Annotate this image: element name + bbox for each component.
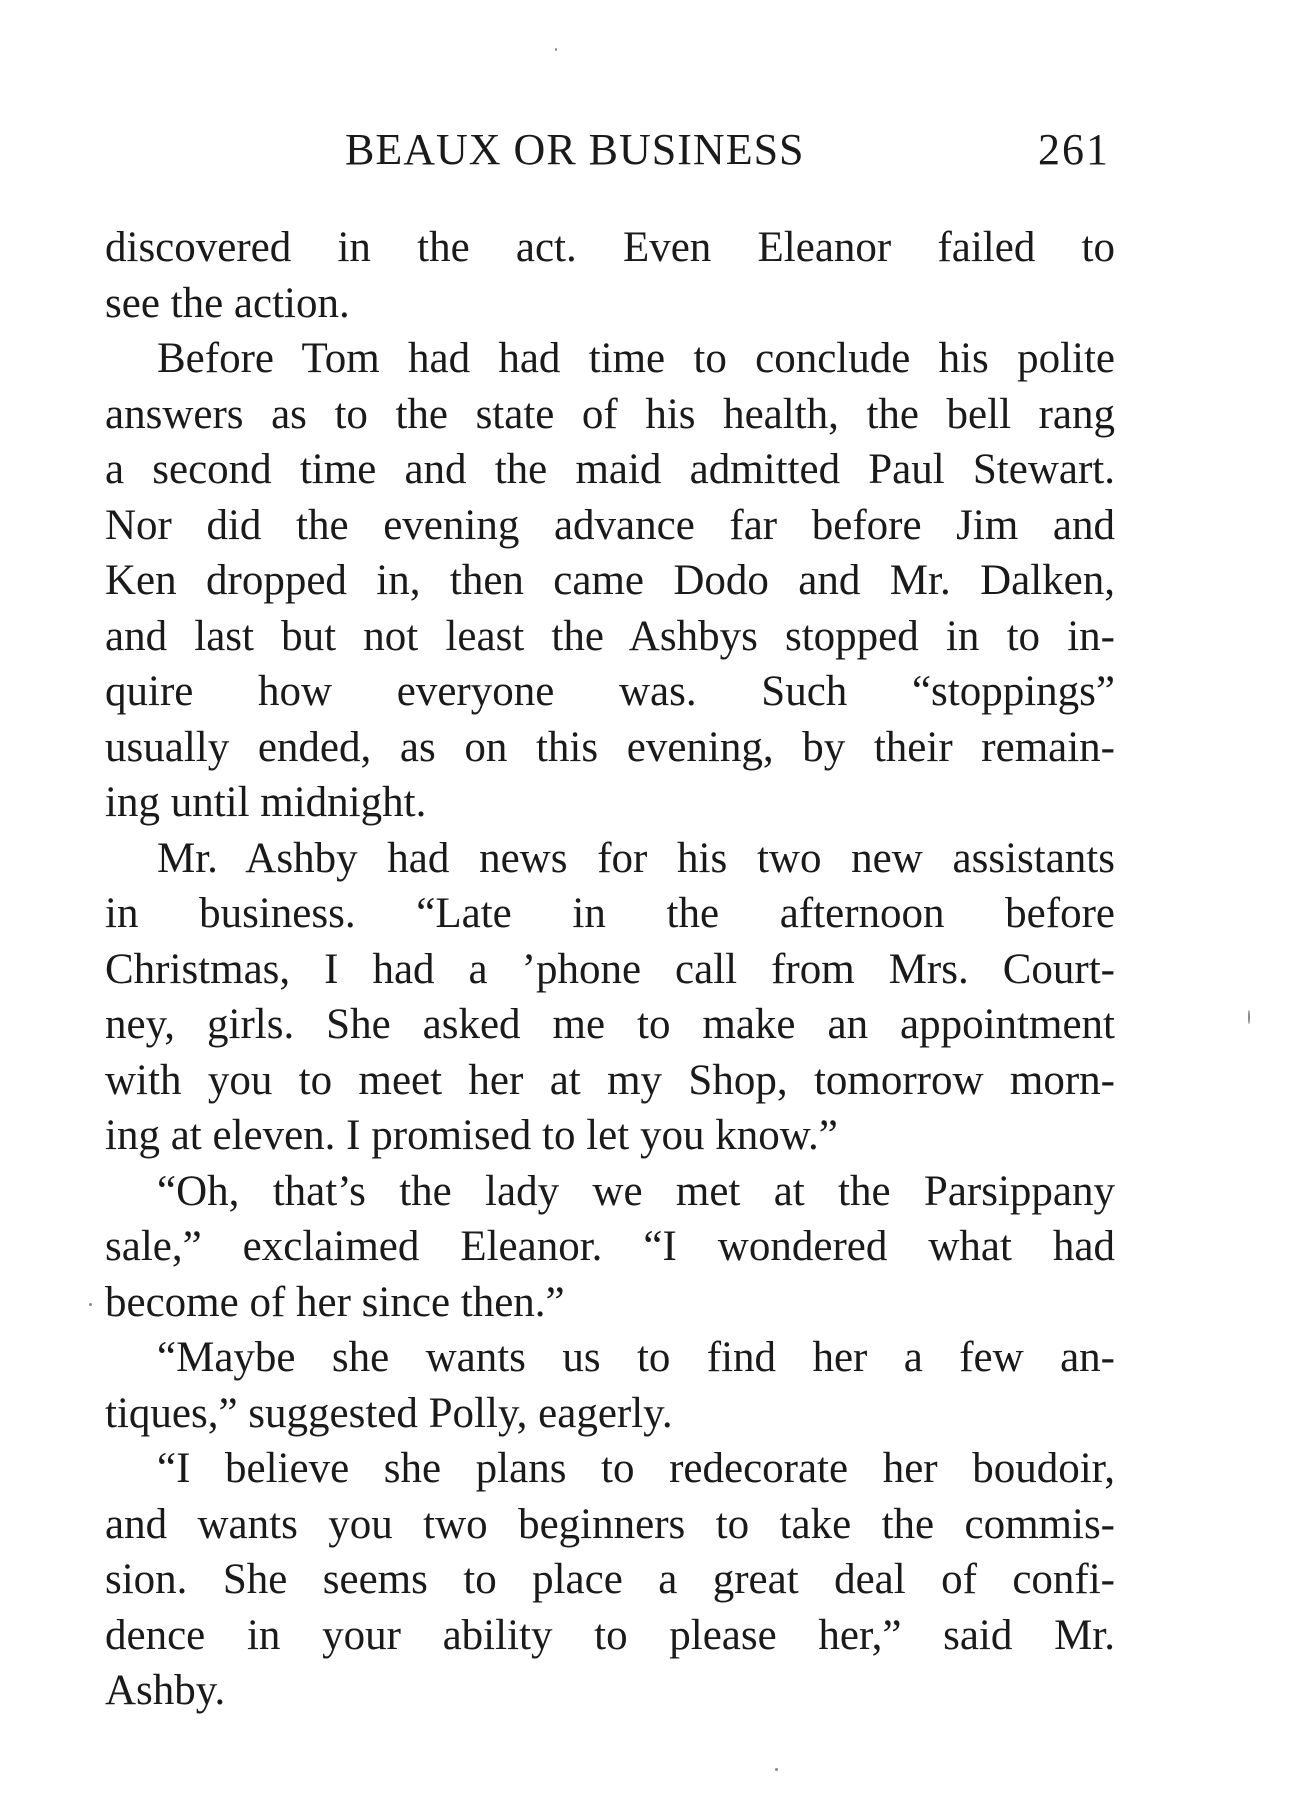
text-line: ney, girls. She asked me to make an appointment (105, 1001, 1115, 1048)
text-line: sion. She seems to place a great deal of confi- (105, 1556, 1115, 1603)
paper-speck (555, 48, 557, 51)
running-head (105, 120, 1110, 180)
text-line: quire how everyone was. Such “stoppings” (105, 668, 1115, 715)
text-line: “Maybe she wants us to find her a few an- (157, 1334, 1115, 1381)
running-title: BEAUX OR BUSINESS (345, 125, 805, 174)
text-line: “I believe she plans to redecorate her boudoir, (157, 1445, 1115, 1492)
body-text (105, 220, 1115, 1719)
text-line: ing at eleven. I promised to let you know.” (105, 1112, 838, 1159)
paper-speck (775, 1768, 778, 1771)
text-line: with you to meet her at my Shop, tomorrow morn- (105, 1056, 1115, 1104)
text-line: and wants you two beginners to take the commis- (105, 1500, 1115, 1548)
text-line: usually ended, as on this evening, by their remain- (105, 723, 1115, 771)
text-line: see the action. (105, 279, 350, 327)
text-line: answers as to the state of his health, the bell rang (105, 390, 1115, 438)
text-line: sale,” exclaimed Eleanor. “I wondered what had (105, 1223, 1115, 1270)
text-line: Ken dropped in, then came Dodo and Mr. Dalken, (105, 557, 1115, 604)
page-number: 261 (1038, 125, 1110, 174)
text-line: Christmas, I had a ’phone call from Mrs. Court- (105, 945, 1115, 993)
text-line: and last but not least the Ashbys stopped in to in- (105, 612, 1115, 660)
text-line: Ashby. (105, 1667, 226, 1714)
text-line: tiques,” suggested Polly, eagerly. (105, 1389, 673, 1437)
text-line: ing until midnight. (105, 779, 427, 826)
text-line: Mr. Ashby had news for his two new assistants (157, 834, 1115, 882)
paper-speck (89, 1303, 92, 1306)
text-line: a second time and the maid admitted Paul Stewart. (105, 446, 1115, 493)
text-line: dence in your ability to please her,” said Mr. (105, 1611, 1115, 1659)
text-line: “Oh, that’s the lady we met at the Parsippany (157, 1167, 1115, 1215)
text-line: become of her since then.” (105, 1278, 565, 1326)
text-line: Before Tom had had time to conclude his polite (157, 335, 1115, 382)
text-line: Nor did the evening advance far before Jim and (105, 501, 1115, 549)
paper-speck (1248, 1010, 1250, 1024)
text-line: discovered in the act. Even Eleanor failed to (105, 224, 1115, 271)
text-line: in business. “Late in the afternoon before (105, 890, 1115, 937)
